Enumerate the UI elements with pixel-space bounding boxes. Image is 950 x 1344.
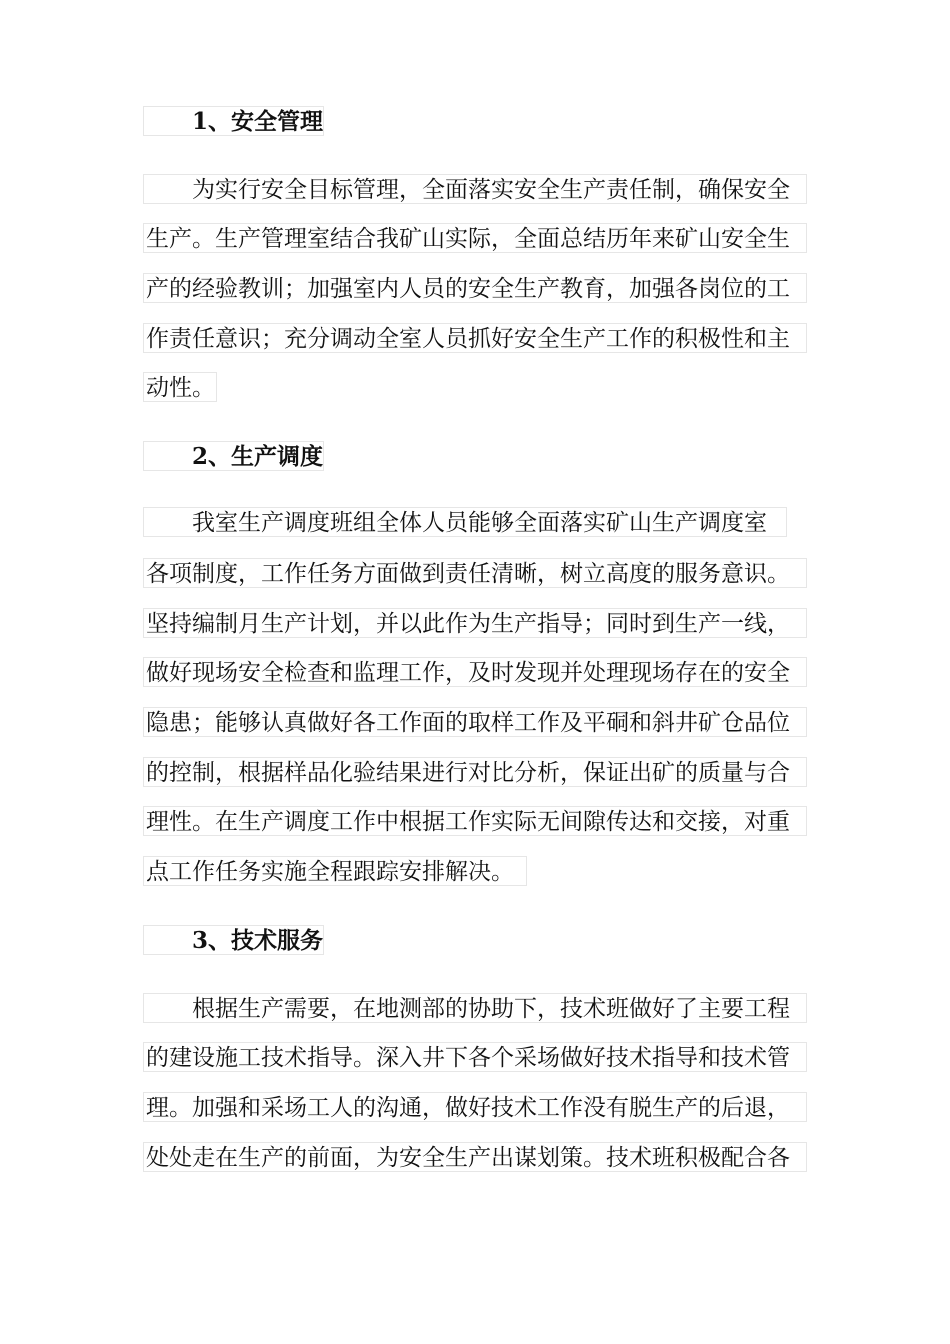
paragraph-line: 动性。 — [143, 372, 217, 402]
paragraph-line: 为实行安全目标管理，全面落实安全生产责任制，确保安全 — [143, 174, 807, 204]
paragraph-line: 点工作任务实施全程跟踪安排解决。 — [143, 856, 527, 886]
section-heading: 1、安全管理 — [143, 106, 324, 136]
paragraph-line: 理性。在生产调度工作中根据工作实际无间隙传达和交接，对重 — [143, 806, 807, 836]
paragraph-line: 的控制，根据样品化验结果进行对比分析，保证出矿的质量与合 — [143, 757, 807, 787]
paragraph-line: 坚持编制月生产计划，并以此作为生产指导；同时到生产一线， — [143, 608, 807, 638]
paragraph-line: 作责任意识；充分调动全室人员抓好安全生产工作的积极性和主 — [143, 323, 807, 353]
paragraph-line: 理。加强和采场工人的沟通，做好技术工作没有脱生产的后退， — [143, 1092, 807, 1122]
paragraph-line: 根据生产需要，在地测部的协助下，技术班做好了主要工程 — [143, 993, 807, 1023]
paragraph-line: 生产。生产管理室结合我矿山实际，全面总结历年来矿山安全生 — [143, 223, 807, 253]
section-heading: 2、生产调度 — [143, 441, 324, 471]
paragraph-line: 做好现场安全检查和监理工作，及时发现并处理现场存在的安全 — [143, 657, 807, 687]
paragraph-line: 的建设施工技术指导。深入井下各个采场做好技术指导和技术管 — [143, 1042, 807, 1072]
paragraph-line: 我室生产调度班组全体人员能够全面落实矿山生产调度室 — [143, 507, 787, 537]
paragraph-line: 各项制度，工作任务方面做到责任清晰，树立高度的服务意识。 — [143, 558, 807, 588]
section-heading: 3、技术服务 — [143, 925, 324, 955]
paragraph-line: 隐患；能够认真做好各工作面的取样工作及平硐和斜井矿仓品位 — [143, 707, 807, 737]
paragraph-line: 产的经验教训；加强室内人员的安全生产教育，加强各岗位的工 — [143, 273, 807, 303]
paragraph-line: 处处走在生产的前面，为安全生产出谋划策。技术班积极配合各 — [143, 1142, 807, 1172]
